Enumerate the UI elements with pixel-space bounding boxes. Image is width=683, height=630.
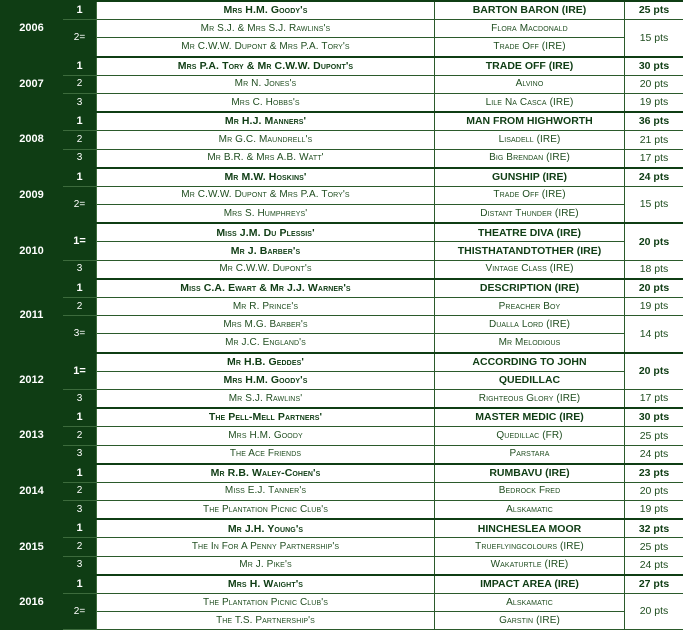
table-row [1, 482, 683, 500]
horse-cell: Wakaturtle (IRE) [435, 556, 625, 575]
points-cell: 25 pts [625, 538, 683, 556]
position-cell: 2 [63, 298, 97, 316]
table-row [1, 427, 683, 445]
points-cell: 27 pts [625, 575, 683, 594]
table-row [1, 519, 683, 538]
owner-cell: The Plantation Picnic Club's [97, 501, 435, 520]
owner-cell: Mrs M.G. Barber's [97, 316, 435, 334]
owner-cell: Mr M.W. Hoskins' [97, 168, 435, 187]
points-cell: 14 pts [625, 316, 683, 353]
table-row [1, 20, 683, 38]
table-row [1, 168, 683, 187]
horse-cell: Distant Thunder (IRE) [435, 205, 625, 224]
year-cell: 2010 [1, 223, 63, 279]
horse-cell: Preacher Boy [435, 298, 625, 316]
year-cell: 2016 [1, 575, 63, 630]
position-cell: 1 [63, 464, 97, 483]
points-cell: 19 pts [625, 93, 683, 112]
horse-cell: DESCRIPTION (IRE) [435, 279, 625, 298]
horse-cell: RUMBAVU (IRE) [435, 464, 625, 483]
owner-cell: Mrs H.M. Goody's [97, 371, 435, 389]
position-cell: 3 [63, 93, 97, 112]
owner-cell: Mr G.C. Maundrell's [97, 131, 435, 149]
owner-cell: Mr N. Jones's [97, 75, 435, 93]
owner-cell: Mrs H.M. Goody's [97, 1, 435, 20]
position-cell: 2= [63, 594, 97, 630]
points-cell: 36 pts [625, 112, 683, 131]
points-cell: 19 pts [625, 501, 683, 520]
table-row [1, 38, 683, 57]
owner-cell: Miss C.A. Ewart & Mr J.J. Warner's [97, 279, 435, 298]
horse-cell: Alvino [435, 75, 625, 93]
horse-cell: THEATRE DIVA (IRE) [435, 223, 625, 242]
position-cell: 2 [63, 482, 97, 500]
table-row [1, 408, 683, 427]
table-row [1, 75, 683, 93]
year-cell: 2015 [1, 519, 63, 575]
points-cell: 21 pts [625, 131, 683, 149]
owner-cell: Mr C.W.W. Dupont & Mrs P.A. Tory's [97, 38, 435, 57]
owner-cell: Mrs H.M. Goody [97, 427, 435, 445]
horse-cell: Trueflyingcolours (IRE) [435, 538, 625, 556]
owner-cell: Mr H.B. Geddes' [97, 353, 435, 372]
owner-cell: Mr J. Pike's [97, 556, 435, 575]
position-cell: 3 [63, 445, 97, 464]
position-cell: 3= [63, 316, 97, 353]
position-cell: 1 [63, 168, 97, 187]
owner-cell: Mr J.H. Young's [97, 519, 435, 538]
table-row [1, 298, 683, 316]
position-cell: 3 [63, 149, 97, 168]
position-cell: 1 [63, 57, 97, 76]
owner-cell: Mr J. Barber's [97, 242, 435, 260]
points-cell: 24 pts [625, 168, 683, 187]
points-cell: 20 pts [625, 353, 683, 390]
position-cell: 1 [63, 575, 97, 594]
position-cell: 2 [63, 427, 97, 445]
horse-cell: QUEDILLAC [435, 371, 625, 389]
owner-cell: Miss J.M. Du Plessis' [97, 223, 435, 242]
horse-cell: Lile Na Casca (IRE) [435, 93, 625, 112]
horse-cell: MAN FROM HIGHWORTH [435, 112, 625, 131]
owner-cell: Mr S.J. & Mrs S.J. Rawlins's [97, 20, 435, 38]
owner-cell: Mr S.J. Rawlins' [97, 389, 435, 408]
table-row [1, 389, 683, 408]
table-row [1, 149, 683, 168]
table-row [1, 223, 683, 242]
owner-cell: The T.S. Partnership's [97, 612, 435, 630]
table-row [1, 1, 683, 20]
points-cell: 17 pts [625, 389, 683, 408]
points-cell: 15 pts [625, 20, 683, 57]
owner-cell: Mrs S. Humphreys' [97, 205, 435, 224]
horse-cell: TRADE OFF (IRE) [435, 57, 625, 76]
owner-cell: Mr R.B. Waley-Cohen's [97, 464, 435, 483]
position-cell: 2= [63, 20, 97, 57]
owner-cell: Mrs H. Waight's [97, 575, 435, 594]
position-cell: 3 [63, 501, 97, 520]
table-row [1, 93, 683, 112]
points-cell: 23 pts [625, 464, 683, 483]
horse-cell: THISTHATANDTOTHER (IRE) [435, 242, 625, 260]
position-cell: 2 [63, 75, 97, 93]
year-cell: 2008 [1, 112, 63, 168]
position-cell: 2 [63, 131, 97, 149]
year-cell: 2011 [1, 279, 63, 353]
position-cell: 1 [63, 1, 97, 20]
table-row [1, 445, 683, 464]
owner-cell: Miss E.J. Tanner's [97, 482, 435, 500]
position-cell: 1 [63, 112, 97, 131]
year-cell: 2012 [1, 353, 63, 409]
table-body [1, 1, 683, 630]
horse-cell: Parstara [435, 445, 625, 464]
position-cell: 1 [63, 519, 97, 538]
table-row [1, 594, 683, 612]
table-row [1, 242, 683, 260]
owner-cell: The Plantation Picnic Club's [97, 594, 435, 612]
table-row [1, 334, 683, 353]
year-cell: 2014 [1, 464, 63, 520]
table-row [1, 205, 683, 224]
position-cell: 1= [63, 223, 97, 260]
points-cell: 30 pts [625, 57, 683, 76]
points-cell: 30 pts [625, 408, 683, 427]
horse-cell: Flora Macdonald [435, 20, 625, 38]
horse-cell: Quedillac (FR) [435, 427, 625, 445]
table-row [1, 57, 683, 76]
points-cell: 24 pts [625, 445, 683, 464]
points-cell: 20 pts [625, 594, 683, 630]
position-cell: 3 [63, 260, 97, 279]
owner-cell: Mrs P.A. Tory & Mr C.W.W. Dupont's [97, 57, 435, 76]
position-cell: 3 [63, 389, 97, 408]
horse-cell: Alskamatic [435, 501, 625, 520]
horse-cell: BARTON BARON (IRE) [435, 1, 625, 20]
horse-cell: Righteous Glory (IRE) [435, 389, 625, 408]
owner-cell: Mr C.W.W. Dupont & Mrs P.A. Tory's [97, 186, 435, 204]
position-cell: 2 [63, 538, 97, 556]
table-row [1, 612, 683, 630]
points-cell: 25 pts [625, 1, 683, 20]
horse-cell: GUNSHIP (IRE) [435, 168, 625, 187]
table-row [1, 464, 683, 483]
points-cell: 20 pts [625, 482, 683, 500]
horse-cell: Bedrock Fred [435, 482, 625, 500]
owner-cell: Mr C.W.W. Dupont's [97, 260, 435, 279]
owner-cell: The Pell-Mell Partners' [97, 408, 435, 427]
position-cell: 1= [63, 353, 97, 390]
position-cell: 3 [63, 556, 97, 575]
owner-cell: Mr J.C. England's [97, 334, 435, 353]
horse-cell: Lisadell (IRE) [435, 131, 625, 149]
points-cell: 20 pts [625, 223, 683, 260]
points-cell: 20 pts [625, 279, 683, 298]
horse-cell: Trade Off (IRE) [435, 38, 625, 57]
table-row [1, 316, 683, 334]
year-cell: 2006 [1, 1, 63, 57]
horse-cell: IMPACT AREA (IRE) [435, 575, 625, 594]
horse-cell: Trade Off (IRE) [435, 186, 625, 204]
points-cell: 17 pts [625, 149, 683, 168]
owner-cell: The In For A Penny Partnership's [97, 538, 435, 556]
owner-cell: The Ace Friends [97, 445, 435, 464]
horse-cell: HINCHESLEA MOOR [435, 519, 625, 538]
owner-cell: Mr B.R. & Mrs A.B. Watt' [97, 149, 435, 168]
table-row [1, 186, 683, 204]
owner-cell: Mrs C. Hobbs's [97, 93, 435, 112]
horse-cell: Dualla Lord (IRE) [435, 316, 625, 334]
table-row [1, 131, 683, 149]
points-cell: 20 pts [625, 75, 683, 93]
points-cell: 32 pts [625, 519, 683, 538]
owner-cell: Mr R. Prince's [97, 298, 435, 316]
table-row [1, 538, 683, 556]
table-row [1, 371, 683, 389]
points-cell: 25 pts [625, 427, 683, 445]
points-cell: 15 pts [625, 186, 683, 223]
horse-cell: Alskamatic [435, 594, 625, 612]
table-row [1, 353, 683, 372]
year-cell: 2009 [1, 168, 63, 224]
table-row [1, 112, 683, 131]
points-cell: 24 pts [625, 556, 683, 575]
position-cell: 2= [63, 186, 97, 223]
position-cell: 1 [63, 408, 97, 427]
owner-cell: Mr H.J. Manners' [97, 112, 435, 131]
horse-cell: MASTER MEDIC (IRE) [435, 408, 625, 427]
table-row [1, 260, 683, 279]
table-row [1, 556, 683, 575]
table-row [1, 501, 683, 520]
year-cell: 2007 [1, 57, 63, 113]
horse-cell: Garstin (IRE) [435, 612, 625, 630]
table-row [1, 279, 683, 298]
points-cell: 18 pts [625, 260, 683, 279]
horse-cell: Vintage Class (IRE) [435, 260, 625, 279]
horse-cell: Mr Melodious [435, 334, 625, 353]
points-cell: 19 pts [625, 298, 683, 316]
year-cell: 2013 [1, 408, 63, 464]
table-row [1, 575, 683, 594]
horse-cell: ACCORDING TO JOHN [435, 353, 625, 372]
horse-cell: Big Brendan (IRE) [435, 149, 625, 168]
position-cell: 1 [63, 279, 97, 298]
